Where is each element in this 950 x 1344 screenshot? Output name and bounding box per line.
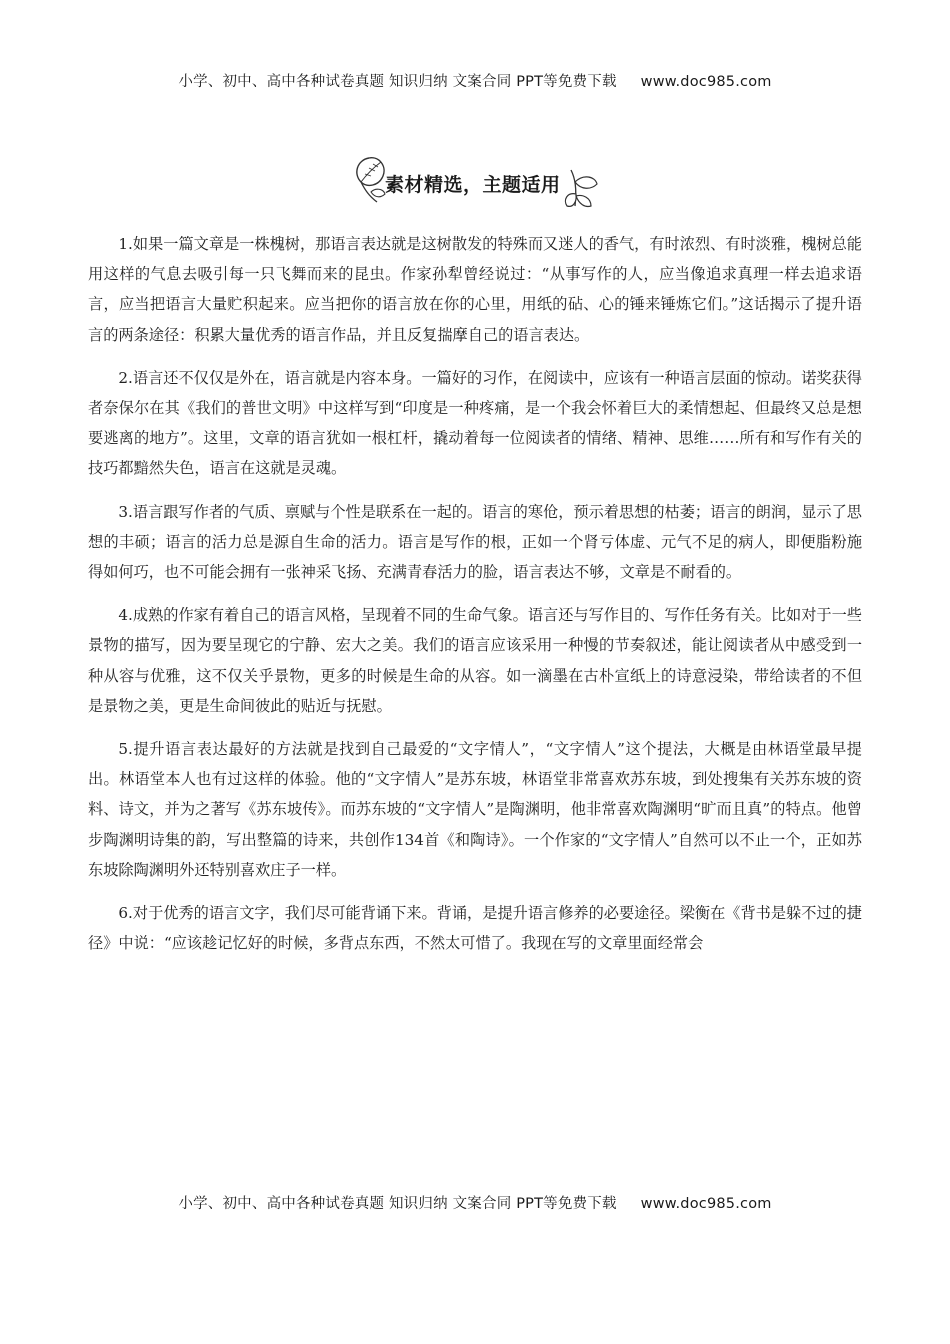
- paragraph-5: 5.提升语言表达最好的方法就是找到自己最爱的“文字情人”，“文字情人”这个提法，大概是由林语堂最早提出。林语堂本人也有过这样的体验。他的“文字情人”是苏东坡，林语堂非常喜欢苏东坡，到处搜集有关苏东坡的资料、诗文，并为之著写《苏东坡传》。而苏东坡的“文字情人”是陶渊明，他非常喜欢陶渊明“旷而且真”的特点。他曾步陶渊明诗集的韵，写出整篇的诗来，共创作134首《和陶诗》。一个作家的“文字情人”自然可以不止一个，正如苏东坡除陶渊明外还特别喜欢庄子一样。: [88, 740, 862, 879]
- paragraph-4: 4.成熟的作家有着自己的语言风格，呈现着不同的生命气象。语言还与写作目的、写作任务有关。比如对于一些景物的描写，因为要呈现它的宁静、宏大之美。我们的语言应该采用一种慢的节奏叙述，能让阅读者从中感受到一种从容与优雅，这不仅关乎景物，更多的时候是生命的从容。如一滴墨在古朴宣纸上的诗意浸染，带给读者的不但是景物之美，更是生命间彼此的贴近与抚慰。: [88, 606, 862, 715]
- paragraph-2: 2.语言还不仅仅是外在，语言就是内容本身。一篇好的习作，在阅读中，应该有一种语言层面的惊动。诺奖获得者奈保尔在其《我们的普世文明》中这样写到“印度是一种疼痛，是一个我会怀着巨大的柔情想起、但最终又总是想要逃离的地方”。这里，文章的语言犹如一根杠杆，撬动着每一位阅读者的情绪、精神、思维……所有和写作有关的技巧都黯然失色，语言在这就是灵魂。: [88, 368, 862, 478]
- leaf-icon: [563, 166, 603, 212]
- footer-text: 小学、初中、高中各种试卷真题 知识归纳 文案合同 PPT等免费下载: [178, 1196, 617, 1212]
- paragraph-3: 3.语言跟写作者的气质、禀赋与个性是联系在一起的。语言的寒伧，预示着思想的枯萎；语言的朗润，显示了思想的丰硕；语言的活力总是源自生命的活力。语言是写作的根，正如一个肾亏体虚、元气不足的病人，即便脂粉施得如何巧，也不可能会拥有一张神采飞扬、充满青春活力的脸，语言表达不够，文章是不耐看的。: [88, 502, 862, 582]
- article-body: [88, 229, 862, 971]
- paragraph-1: 1.如果一篇文章是一株槐树，那语言表达就是这树散发的特殊而又迷人的香气，有时浓烈、有时淡雅，槐树总能用这样的气息去吸引每一只飞舞而来的昆虫。作家孙犁曾经说过：“从事写作的人，应当像追求真理一样去追求语言，应当把语言大量贮积起来。应当把你的语言放在你的心里，用纸的砧、心的锤来锤炼它们。”这话揭示了提升语言的两条途径：积累大量优秀的语言作品，并且反复揣摩自己的语言表达。: [88, 235, 862, 344]
- header-url[interactable]: www.doc985.com: [640, 74, 772, 90]
- header-text: 小学、初中、高中各种试卷真题 知识归纳 文案合同 PPT等免费下载: [178, 74, 617, 90]
- page-header: [0, 70, 950, 91]
- section-banner: [345, 148, 610, 214]
- footer-url[interactable]: www.doc985.com: [640, 1196, 772, 1212]
- paragraph-6: 6.对于优秀的语言文字，我们尽可能背诵下来。背诵，是提升语言修养的必要途径。梁衡在《背书是躲不过的捷径》中说：“应该趁记忆好的时候，多背点东西，不然太可惜了。我现在写的文章里面经常会: [88, 904, 862, 953]
- page-footer: [0, 1192, 950, 1213]
- banner-title: 素材精选，主题适用: [385, 174, 561, 196]
